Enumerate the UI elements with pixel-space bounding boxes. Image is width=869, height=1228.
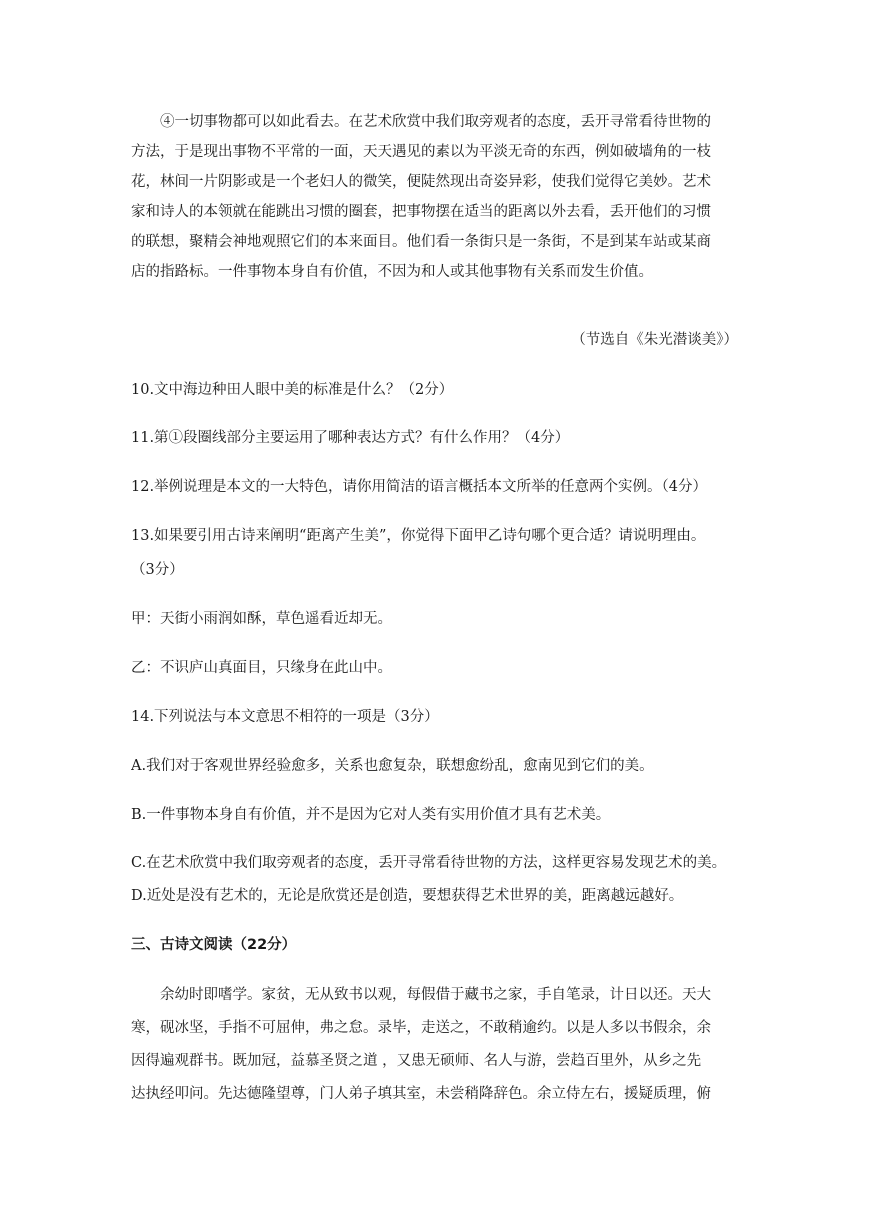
choice-c: C.在艺术欣赏中我们取旁观者的态度，丢开寻常看待世物的方法，这样更容易发现艺术的美。: [131, 855, 727, 871]
question-14: 14.下列说法与本文意思不相符的一项是（3分）: [131, 709, 439, 725]
poem-option-b: 乙：不识庐山真面目，只缘身在此山中。: [131, 660, 392, 676]
passage-para4-line-1: ④一切事物都可以如此看去。在艺术欣赏中我们取旁观者的态度，丢开寻常看待世物的: [160, 114, 711, 130]
choice-b: B.一件事物本身自有价值，并不是因为它对人类有实用价值才具有艺术美。: [131, 807, 611, 823]
choice-d: D.近处是没有艺术的，无论是欣赏还是创造，要想获得艺术世界的美，距离越远越好。: [131, 888, 684, 904]
passage-para4-line-4: 家和诗人的本领就在能跳出习惯的圈套，把事物摆在适当的距离以外去看，丢开他们的习惯: [131, 204, 711, 220]
question-13-line-1: 13.如果要引用古诗来阐明“距离产生美”，你觉得下面甲乙诗句哪个更合适？请说明理由。: [131, 528, 706, 544]
section-3-heading: 三、古诗文阅读（22分）: [131, 937, 297, 953]
passage-source: （节选自《朱光潜谈美》）: [571, 332, 738, 348]
question-11: 11.第①段圈线部分主要运用了哪种表达方式？有什么作用？（4分）: [131, 430, 570, 446]
classical-text-line-1: 余幼时即嗜学。家贫，无从致书以观，每假借于藏书之家，手自笔录，计日以还。天大: [160, 987, 711, 1003]
question-10: 10.文中海边种田人眼中美的标准是什么？（2分）: [131, 382, 454, 398]
question-13-line-2: （3分）: [131, 562, 184, 578]
poem-option-a: 甲：天街小雨润如酥，草色遥看近却无。: [131, 611, 392, 627]
passage-para4-line-5: 的联想，聚精会神地观照它们的本来面目。他们看一条街只是一条街，不是到某车站或某商: [131, 234, 711, 250]
question-12: 12.举例说理是本文的一大特色，请你用简洁的语言概括本文所举的任意两个实例。（4分）: [131, 479, 708, 495]
passage-para4-line-3: 花，林间一片阴影或是一个老妇人的微笑，便陡然现出奇姿异彩，使我们觉得它美妙。艺术: [131, 174, 711, 190]
choice-a: A.我们对于客观世界经验愈多，关系也愈复杂，联想愈纷乱，愈南见到它们的美。: [131, 758, 654, 774]
classical-text-line-3: 因得遍观群书。既加冠，益慕圣贤之道 ，又患无硕师、名人与游，尝趋百里外，从乡之先: [131, 1053, 702, 1069]
passage-para4-line-6: 店的指路标。一件事物本身自有价值，不因为和人或其他事物有关系而发生价值。: [131, 264, 653, 280]
passage-para4-line-2: 方法，于是现出事物不平常的一面，天天遇见的素以为平淡无奇的东西，例如破墙角的一枝: [131, 144, 711, 160]
classical-text-line-4: 达执经叩问。先达德隆望尊，门人弟子填其室，未尝稍降辞色。余立侍左右，援疑质理，俯: [131, 1086, 711, 1102]
classical-text-line-2: 寒，砚冰坚，手指不可屈伸，弗之怠。录毕，走送之，不敢稍逾约。以是人多以书假余，余: [131, 1020, 711, 1036]
